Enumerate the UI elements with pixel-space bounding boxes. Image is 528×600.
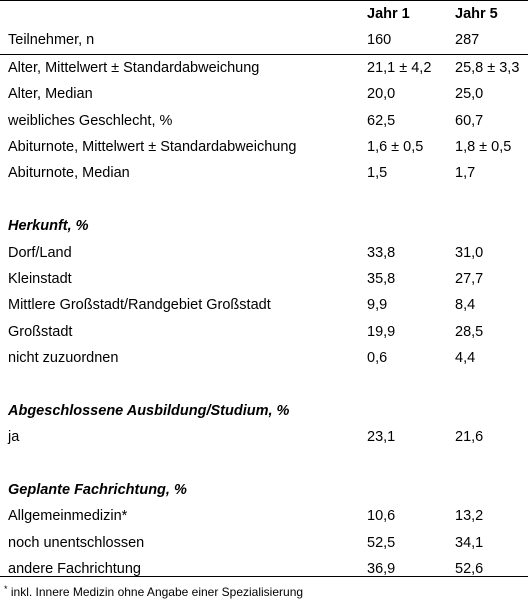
value-jahr-5: 4,4 — [455, 350, 476, 367]
row-label: Allgemeinmedizin* — [8, 508, 128, 525]
value-jahr-1: 1,6 ± 0,5 — [367, 138, 424, 155]
section-heading-row — [0, 213, 528, 239]
table-row — [0, 424, 528, 450]
row-label: Alter, Mittelwert ± Standardabweichung — [8, 59, 260, 76]
section-heading-row — [0, 477, 528, 503]
value-jahr-5: 28,5 — [455, 323, 484, 340]
value-jahr-1: 10,6 — [367, 508, 396, 525]
spacer-row — [0, 187, 528, 213]
table-row — [0, 27, 528, 54]
section-heading: Geplante Fachrichtung, % — [8, 482, 187, 499]
footnote-marker: * — [4, 584, 8, 594]
value-jahr-1: 9,9 — [367, 297, 388, 314]
row-label: Kleinstadt — [8, 270, 72, 287]
row-label: andere Fachrichtung — [8, 561, 141, 578]
table-row — [0, 55, 528, 81]
section-heading: Herkunft, % — [8, 218, 89, 235]
table-row — [0, 266, 528, 292]
value-jahr-1: 0,6 — [367, 350, 388, 367]
value-jahr-5: 287 — [455, 32, 480, 49]
value-jahr-5: 1,7 — [455, 165, 476, 182]
table-row — [0, 345, 528, 371]
table-header-row — [0, 1, 528, 27]
value-jahr-5: 60,7 — [455, 112, 484, 129]
spacer-row — [0, 451, 528, 477]
table-row — [0, 292, 528, 318]
value-jahr-5: 8,4 — [455, 297, 476, 314]
row-label: Abiturnote, Mittelwert ± Standardabweichung — [8, 138, 297, 155]
value-jahr-1: 20,0 — [367, 86, 396, 103]
value-jahr-1: 36,9 — [367, 561, 396, 578]
value-jahr-1: 19,9 — [367, 323, 396, 340]
table-row — [0, 240, 528, 266]
row-label: noch unentschlossen — [8, 534, 145, 551]
header-jahr-1: Jahr 1 — [367, 6, 410, 22]
table-body — [0, 27, 528, 582]
value-jahr-5: 34,1 — [455, 534, 484, 551]
value-jahr-5: 21,6 — [455, 429, 484, 446]
row-label: Großstadt — [8, 323, 73, 340]
value-jahr-5: 1,8 ± 0,5 — [455, 138, 512, 155]
footnote-text: inkl. Innere Medizin ohne Angabe einer Spezialisierung — [7, 585, 304, 599]
value-jahr-1: 1,5 — [367, 165, 388, 182]
row-label: Abiturnote, Median — [8, 165, 130, 182]
value-jahr-1: 23,1 — [367, 429, 396, 446]
row-label: Alter, Median — [8, 86, 93, 103]
section-heading: Abgeschlossene Ausbildung/Studium, % — [8, 402, 290, 419]
value-jahr-1: 21,1 ± 4,2 — [367, 59, 432, 76]
value-jahr-1: 160 — [367, 32, 392, 49]
value-jahr-1: 35,8 — [367, 270, 396, 287]
table-row — [0, 134, 528, 160]
header-jahr-5: Jahr 5 — [455, 6, 498, 22]
section-heading-row — [0, 398, 528, 424]
row-label: Dorf/Land — [8, 244, 72, 261]
table-row — [0, 81, 528, 107]
row-label: Mittlere Großstadt/Randgebiet Großstadt — [8, 297, 271, 314]
spacer-row — [0, 371, 528, 397]
row-label: Teilnehmer, n — [8, 32, 95, 49]
row-label: nicht zuzuordnen — [8, 350, 119, 367]
table-row — [0, 503, 528, 529]
value-jahr-5: 13,2 — [455, 508, 484, 525]
row-label: weibliches Geschlecht, % — [8, 112, 173, 129]
value-jahr-5: 31,0 — [455, 244, 484, 261]
table-row — [0, 319, 528, 345]
value-jahr-1: 33,8 — [367, 244, 396, 261]
table-row — [0, 530, 528, 556]
footnote — [0, 576, 528, 600]
value-jahr-5: 25,8 ± 3,3 — [455, 59, 520, 76]
value-jahr-1: 62,5 — [367, 112, 396, 129]
table-row — [0, 108, 528, 134]
value-jahr-5: 25,0 — [455, 86, 484, 103]
table-row — [0, 160, 528, 186]
value-jahr-5: 52,6 — [455, 561, 484, 578]
row-label: ja — [8, 429, 20, 446]
value-jahr-1: 52,5 — [367, 534, 396, 551]
value-jahr-5: 27,7 — [455, 270, 484, 287]
